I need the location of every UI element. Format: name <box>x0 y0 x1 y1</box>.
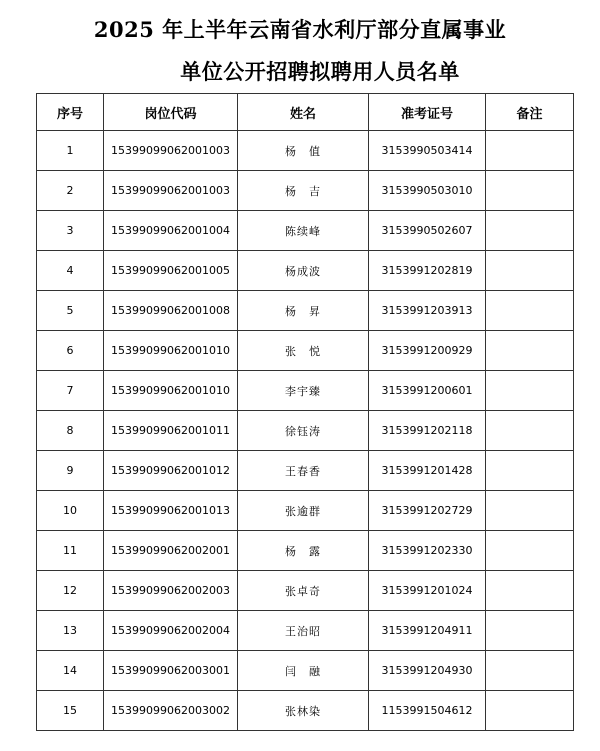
table-row <box>37 211 574 251</box>
cell-seq: 2 <box>37 171 104 211</box>
cell-seq: 8 <box>37 411 104 451</box>
cell-post-code: 15399099062001003 <box>104 131 238 171</box>
cell-seq: 10 <box>37 491 104 531</box>
cell-exam-no: 1153991504612 <box>369 691 486 731</box>
cell-note <box>486 691 574 731</box>
cell-note <box>486 611 574 651</box>
cell-seq: 13 <box>37 611 104 651</box>
cell-name: 张卓奇 <box>238 571 369 611</box>
cell-note <box>486 371 574 411</box>
cell-name: 杨 值 <box>238 131 369 171</box>
cell-exam-no: 3153991202729 <box>369 491 486 531</box>
table-row <box>37 291 574 331</box>
cell-name: 杨成波 <box>238 251 369 291</box>
table-row <box>37 371 574 411</box>
cell-seq: 15 <box>37 691 104 731</box>
cell-note <box>486 331 574 371</box>
cell-post-code: 15399099062001010 <box>104 331 238 371</box>
cell-exam-no: 3153991203913 <box>369 291 486 331</box>
cell-seq: 14 <box>37 651 104 691</box>
table-row <box>37 411 574 451</box>
cell-exam-no: 3153991202118 <box>369 411 486 451</box>
cell-seq: 3 <box>37 211 104 251</box>
cell-name: 王治昭 <box>238 611 369 651</box>
cell-post-code: 15399099062002001 <box>104 531 238 571</box>
cell-post-code: 15399099062001004 <box>104 211 238 251</box>
cell-name: 杨 露 <box>238 531 369 571</box>
cell-name: 陈续峰 <box>238 211 369 251</box>
cell-exam-no: 3153991200601 <box>369 371 486 411</box>
table-row <box>37 611 574 651</box>
cell-name: 张逾群 <box>238 491 369 531</box>
cell-note <box>486 411 574 451</box>
table-row <box>37 531 574 571</box>
cell-post-code: 15399099062001003 <box>104 171 238 211</box>
hiring-list-table <box>36 93 574 731</box>
table-row <box>37 691 574 731</box>
document-title-line-1: 2025 年上半年云南省水利厅部分直属事业 <box>93 17 507 42</box>
table-header-row <box>37 94 574 131</box>
cell-exam-no: 3153991201024 <box>369 571 486 611</box>
cell-note <box>486 571 574 611</box>
cell-post-code: 15399099062001011 <box>104 411 238 451</box>
cell-note <box>486 291 574 331</box>
cell-exam-no: 3153991204930 <box>369 651 486 691</box>
cell-seq: 6 <box>37 331 104 371</box>
table-row <box>37 491 574 531</box>
header-post-code: 岗位代码 <box>104 94 238 131</box>
document-title-line-2: 单位公开招聘拟聘用人员名单 <box>180 59 460 84</box>
header-name: 姓名 <box>238 94 369 131</box>
cell-name: 张 悦 <box>238 331 369 371</box>
table-row <box>37 571 574 611</box>
cell-note <box>486 211 574 251</box>
cell-seq: 4 <box>37 251 104 291</box>
cell-post-code: 15399099062002003 <box>104 571 238 611</box>
cell-exam-no: 3153990502607 <box>369 211 486 251</box>
cell-post-code: 15399099062001010 <box>104 371 238 411</box>
cell-name: 张林染 <box>238 691 369 731</box>
cell-exam-no: 3153990503414 <box>369 131 486 171</box>
table-row <box>37 651 574 691</box>
cell-seq: 1 <box>37 131 104 171</box>
cell-exam-no: 3153991202330 <box>369 531 486 571</box>
cell-name: 闫 融 <box>238 651 369 691</box>
cell-note <box>486 451 574 491</box>
header-exam-no: 准考证号 <box>369 94 486 131</box>
cell-note <box>486 651 574 691</box>
cell-note <box>486 251 574 291</box>
cell-post-code: 15399099062001012 <box>104 451 238 491</box>
cell-exam-no: 3153991202819 <box>369 251 486 291</box>
cell-note <box>486 491 574 531</box>
cell-seq: 7 <box>37 371 104 411</box>
cell-exam-no: 3153991201428 <box>369 451 486 491</box>
cell-name: 王春香 <box>238 451 369 491</box>
table-row <box>37 171 574 211</box>
table-row <box>37 331 574 371</box>
table-row <box>37 251 574 291</box>
cell-exam-no: 3153991204911 <box>369 611 486 651</box>
table-row <box>37 451 574 491</box>
cell-post-code: 15399099062003002 <box>104 691 238 731</box>
cell-note <box>486 131 574 171</box>
cell-exam-no: 3153991200929 <box>369 331 486 371</box>
cell-seq: 9 <box>37 451 104 491</box>
cell-post-code: 15399099062001005 <box>104 251 238 291</box>
cell-exam-no: 3153990503010 <box>369 171 486 211</box>
cell-note <box>486 531 574 571</box>
cell-note <box>486 171 574 211</box>
cell-post-code: 15399099062001013 <box>104 491 238 531</box>
cell-name: 李宇臻 <box>238 371 369 411</box>
cell-post-code: 15399099062003001 <box>104 651 238 691</box>
cell-name: 杨 吉 <box>238 171 369 211</box>
table-row <box>37 131 574 171</box>
cell-name: 杨 昇 <box>238 291 369 331</box>
cell-post-code: 15399099062001008 <box>104 291 238 331</box>
cell-seq: 11 <box>37 531 104 571</box>
header-note: 备注 <box>486 94 574 131</box>
cell-post-code: 15399099062002004 <box>104 611 238 651</box>
header-seq: 序号 <box>37 94 104 131</box>
cell-seq: 5 <box>37 291 104 331</box>
cell-seq: 12 <box>37 571 104 611</box>
cell-name: 徐钰涛 <box>238 411 369 451</box>
